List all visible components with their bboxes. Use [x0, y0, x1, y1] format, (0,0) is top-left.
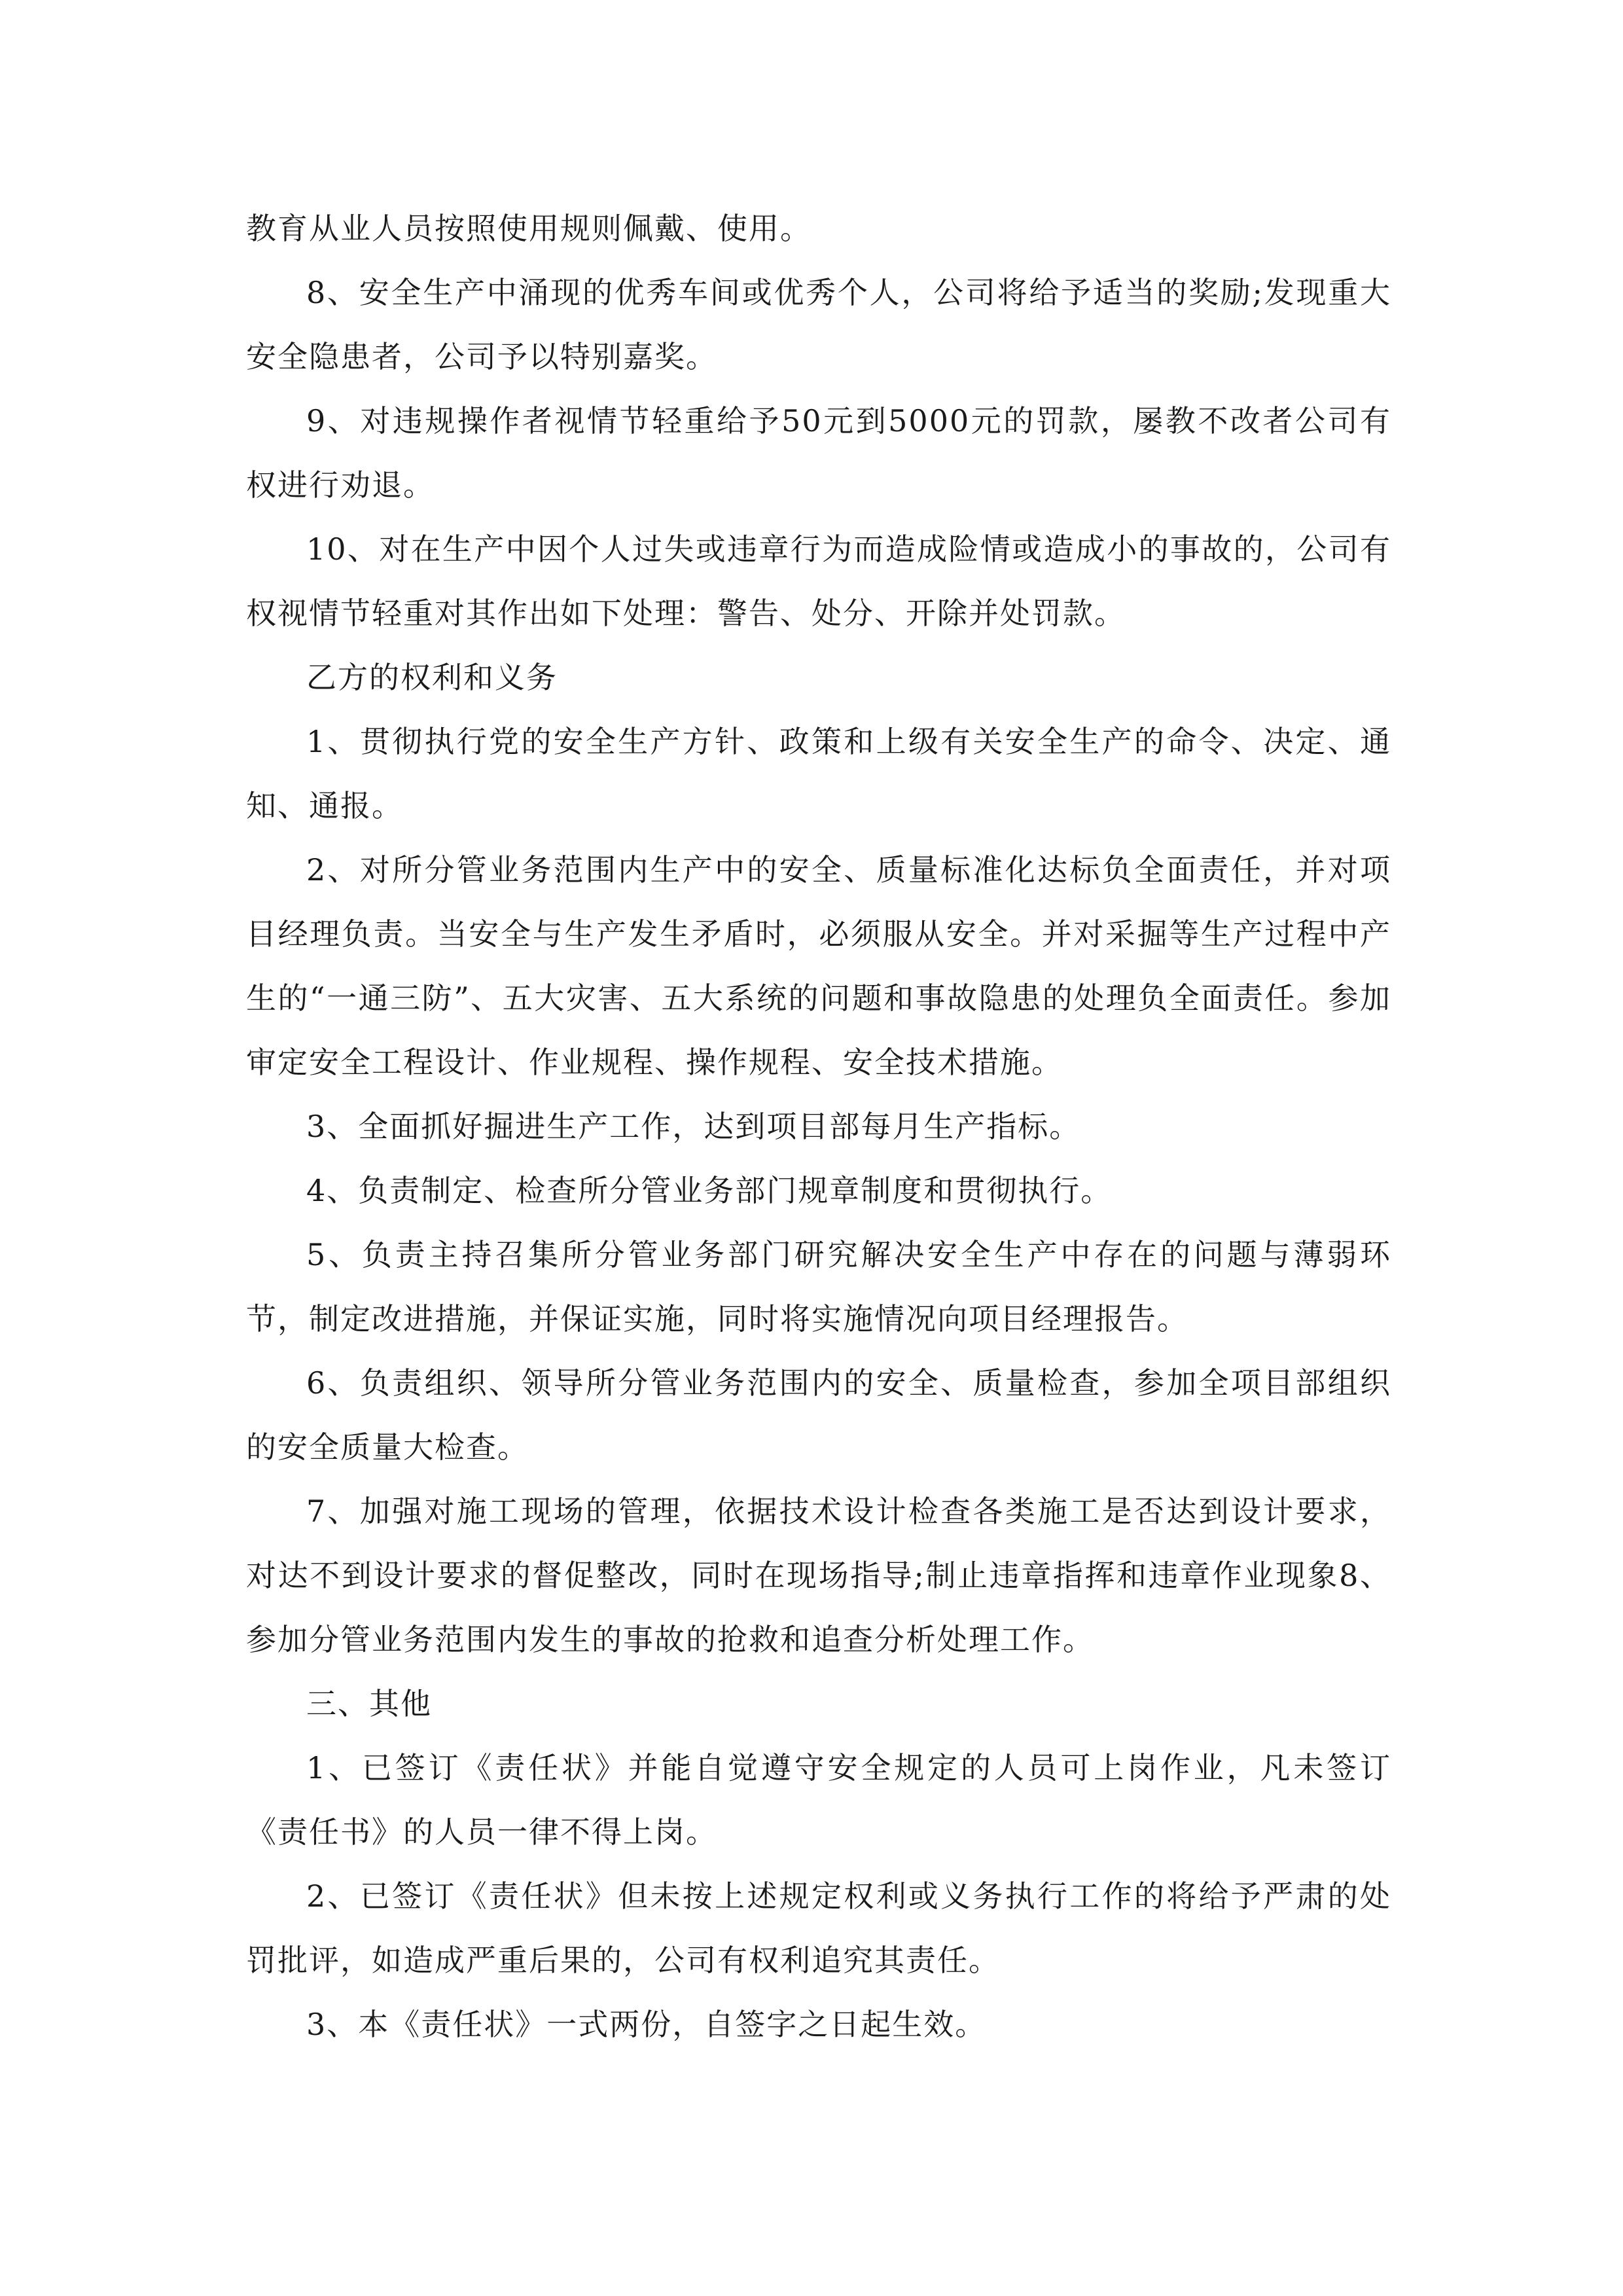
- paragraph-intro-continued: 教育从业人员按照使用规则佩戴、使用。: [246, 211, 812, 246]
- section-heading-other: 三、其他: [306, 1686, 432, 1721]
- paragraph-item-8: 8、安全生产中涌现的优秀车间或优秀个人，公司将给予适当的奖励;发现重大安全隐患者，公司予以特别嘉奖。: [246, 275, 1391, 374]
- paragraph-item-10: 10、对在生产中因个人过失或违章行为而造成险情或造成小的事故的，公司有权视情节轻重对其作出如下处理：警告、处分、开除并处罚款。: [246, 531, 1391, 631]
- paragraph-other-item-2: 2、已签订《责任状》但未按上述规定权利或义务执行工作的将给予严肃的处罚批评，如造成严重后果的，公司有权利追究其责任。: [246, 1878, 1391, 1978]
- paragraph-party-b-item-2: 2、对所分管业务范围内生产中的安全、质量标准化达标负全面责任，并对项目经理负责。当安全与生产发生矛盾时，必须服从安全。并对采掘等生产过程中产生的“一通三防”、五大灾害、五大系统的问题和事故隐患的处理负全面责任。参加审定安全工程设计、作业规程、操作规程、安全技术措施。: [246, 852, 1391, 1080]
- paragraph-party-b-item-7: 7、加强对施工现场的管理，依据技术设计检查各类施工是否达到设计要求，对达不到设计要求的督促整改，同时在现场指导;制止违章指挥和违章作业现象8、参加分管业务范围内发生的事故的抢救和追查分析处理工作。: [246, 1494, 1391, 1657]
- paragraph-party-b-item-3: 3、全面抓好掘进生产工作，达到项目部每月生产指标。: [306, 1109, 1081, 1144]
- paragraph-party-b-item-5: 5、负责主持召集所分管业务部门研究解决安全生产中存在的问题与薄弱环节，制定改进措施，并保证实施，同时将实施情况向项目经理报告。: [246, 1237, 1391, 1336]
- paragraph-party-b-item-1: 1、贯彻执行党的安全生产方针、政策和上级有关安全生产的命令、决定、通知、通报。: [246, 724, 1391, 823]
- paragraph-item-9: 9、对违规操作者视情节轻重给予50元到5000元的罚款，屡教不改者公司有权进行劝退。: [246, 403, 1391, 503]
- document-body: [246, 196, 1391, 2056]
- paragraph-party-b-item-6: 6、负责组织、领导所分管业务范围内的安全、质量检查，参加全项目部组织的安全质量大检查。: [246, 1365, 1391, 1465]
- paragraph-other-item-3: 3、本《责任状》一式两份，自签字之日起生效。: [306, 2007, 987, 2042]
- section-heading-party-b: 乙方的权利和义务: [306, 660, 558, 695]
- paragraph-party-b-item-4: 4、负责制定、检查所分管业务部门规章制度和贯彻执行。: [306, 1173, 1113, 1208]
- paragraph-other-item-1: 1、已签订《责任状》并能自觉遵守安全规定的人员可上岗作业，凡未签订《责任书》的人员一律不得上岗。: [246, 1750, 1391, 1850]
